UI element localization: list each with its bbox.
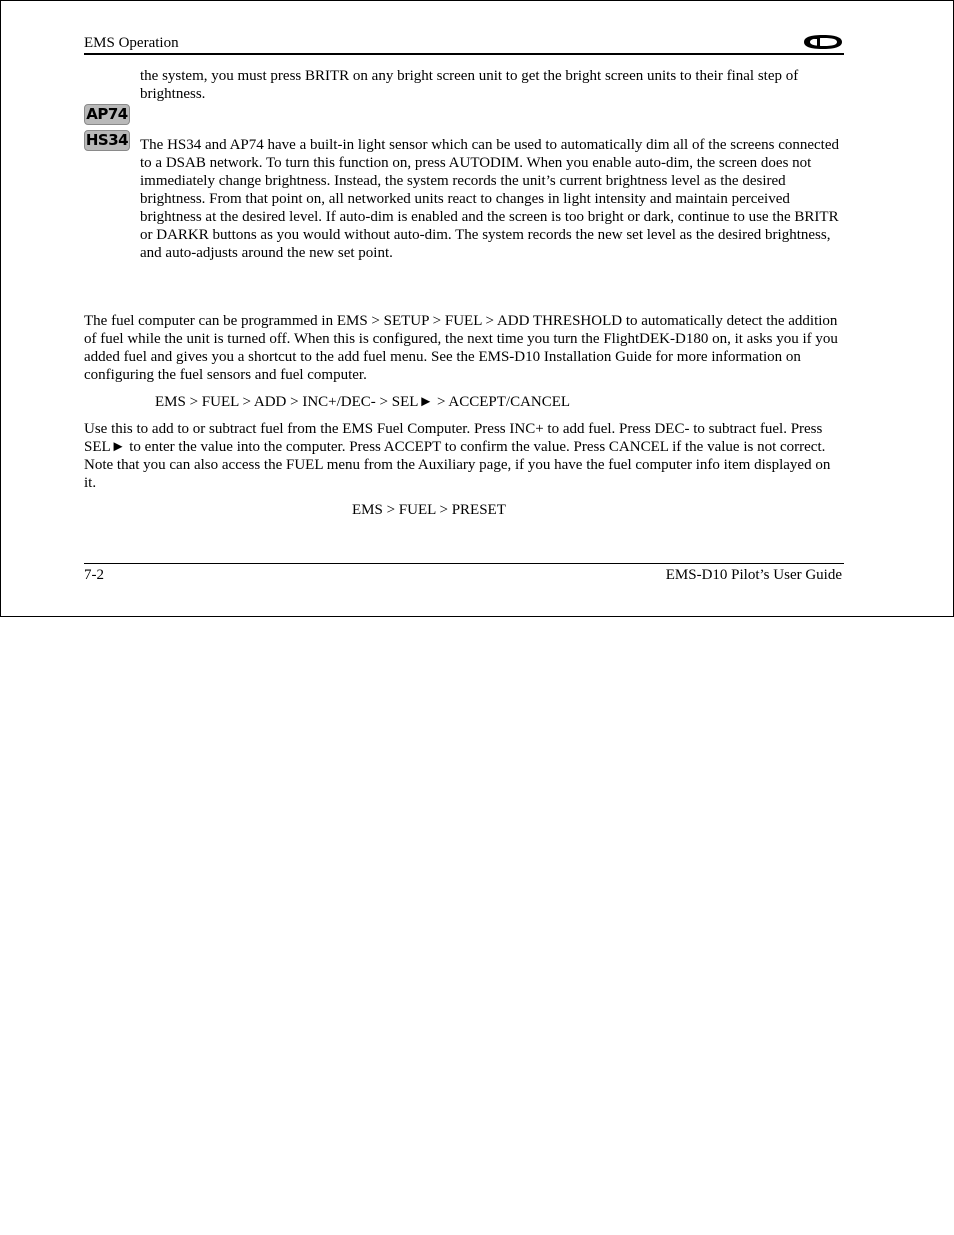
add-fuel-instructions-paragraph: Use this to add to or subtract fuel from the EMS Fuel Computer. Press INC+ to add fuel. Press DEC- to subtract fuel. Press SEL► to enter the value into the computer. Press ACCEPT to confirm the value. Press CANCEL if the value is not correct. Note that you can also access the FUEL menu from the Auxiliary page, if you have the fuel computer info item displayed on it.: [84, 421, 831, 491]
continued-paragraph: the system, you must press BRITR on any bright screen unit to get the bright screen units to their final step of brightness.: [140, 68, 799, 102]
footer-rule: [84, 563, 844, 564]
ap74-badge: AP74: [84, 104, 130, 125]
dynon-logo-icon: [800, 33, 844, 51]
section-title: EMS Operation: [84, 35, 179, 51]
fuel-computer-paragraph: The fuel computer can be programmed in EMS > SETUP > FUEL > ADD THRESHOLD to automatically detect the addition of fuel while the unit is turned off. When this is configured, the next time you turn the FlightDEK-D180 on, it asks you if you added fuel and gives you a shortcut to the add fuel menu. See the EMS-D10 Installation Guide for more information on configuring the fuel sensors and fuel computer.: [84, 313, 838, 383]
add-fuel-menu-path: EMS > FUEL > ADD > INC+/DEC- > SEL► > ACCEPT/CANCEL: [155, 394, 571, 410]
page-number: 7-2: [84, 567, 104, 583]
hs34-badge: HS34: [85, 131, 129, 149]
header-rule: [84, 53, 844, 55]
autodim-paragraph: The HS34 and AP74 have a built-in light sensor which can be used to automatically dim all of the screens connected to a DSAB network. To turn this function on, press AUTODIM. When you enable auto-dim, the screen does not immediately change brightness. Instead, the system records the unit’s current brightness level as the desired brightness. From that point on, all networked units react to changes in light intensity and maintain perceived brightness at the desired level. If auto-dim is enabled and the screen is too bright or dark, continue to use the BRITR or DARKR buttons as you would without auto-dim. The system records the new set level as the desired brightness, and auto-adjusts around the new set point.: [140, 137, 839, 261]
preset-fuel-menu-path: EMS > FUEL > PRESET: [352, 502, 506, 518]
guide-title: EMS-D10 Pilot’s User Guide: [665, 567, 842, 583]
